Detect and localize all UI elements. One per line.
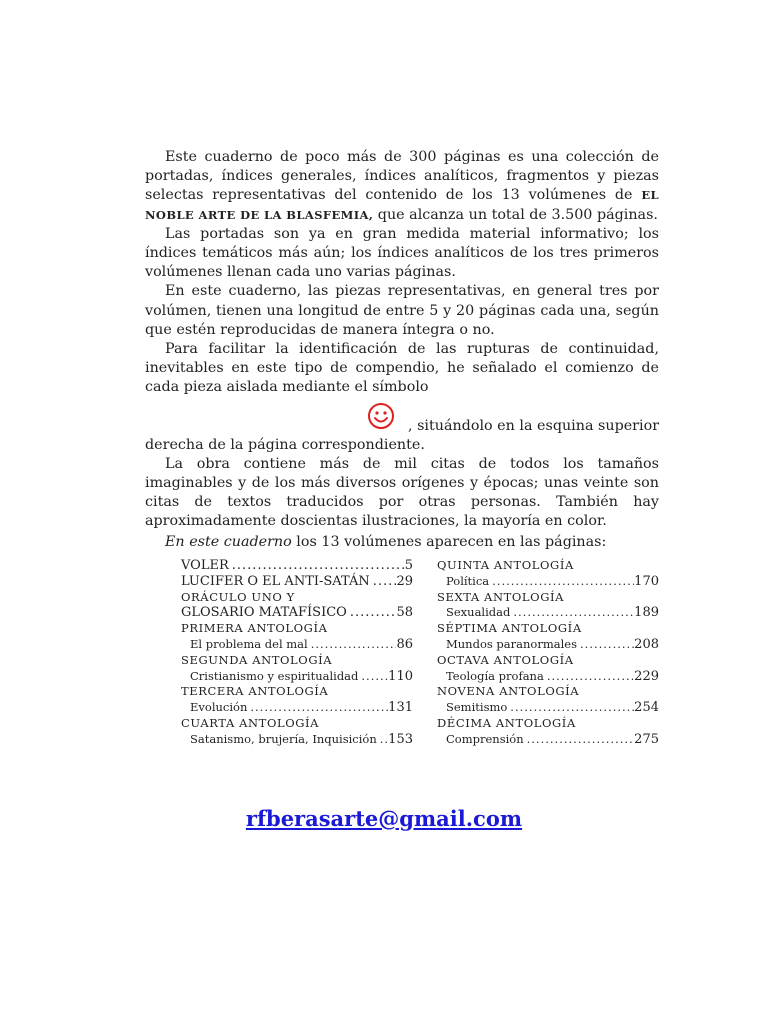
paragraph-intro-text: Este cuaderno de poco más de 300 páginas es una colección de portadas, índices generales, índices analíticos, fragmentos y piezas selectas representativas del contenido de los 13 volúmenes de (145, 149, 659, 204)
toc-leader-dots (507, 700, 634, 716)
paragraph-pieces: En este cuaderno, las piezas representativas, en general tres por volúmen, tienen una longitud de entre 5 y 20 páginas cada una, según que estén reproducidas de manera íntegra o no. (145, 283, 659, 338)
toc-entry (437, 637, 659, 653)
work-title: EL NOBLE ARTE DE LA BLASFEMIA, (145, 188, 659, 222)
toc-leader-dots (377, 732, 388, 748)
toc-leader-dots (247, 700, 388, 716)
toc-leader-dots (347, 605, 397, 621)
toc-page-number: 58 (396, 605, 413, 621)
toc-entry (181, 574, 413, 590)
symbol-row (145, 398, 659, 436)
toc-leader-dots (229, 558, 405, 574)
paragraph-intro (145, 148, 659, 225)
toc-entry-label: Satanismo, brujería, Inquisición (190, 731, 377, 746)
toc-entry (181, 732, 413, 748)
toc-entry-label: GLOSARIO MATAFÍSICO (181, 605, 347, 621)
toc-entry-label: Cristianismo y espiritualidad (190, 668, 359, 683)
symbol-location-text: , situándolo en la esquina superior (408, 417, 660, 434)
smiley-face-icon (367, 402, 395, 430)
toc-entry-label: Semitismo (446, 700, 508, 715)
toc-entry-label: Mundos paranormales (446, 636, 577, 651)
toc-entry-label: Comprensión (446, 731, 524, 746)
toc-leader-dots (489, 574, 634, 590)
toc-page-number: 86 (396, 636, 413, 652)
toc-page-number: 275 (634, 731, 659, 747)
toc-heading: SEGUNDA ANTOLOGÍA (181, 652, 333, 667)
toc-heading: PRIMERA ANTOLOGÍA (181, 621, 328, 636)
toc-leader-dots (308, 637, 397, 653)
toc-leader-dots (370, 574, 397, 590)
toc-heading: ORÁCULO UNO Y (181, 589, 295, 604)
toc-page-number: 170 (634, 573, 659, 589)
paragraph-intro-end: que alcanza un total de 3.500 páginas. (373, 206, 658, 223)
toc-heading: NOVENA ANTOLOGÍA (437, 684, 580, 699)
toc-entry-label: LUCIFER O EL ANTI-SATÁN (181, 573, 370, 589)
toc-intro-italic: En este cuaderno (165, 533, 292, 550)
toc-leader-dots (577, 637, 634, 653)
toc-left-column (181, 558, 413, 748)
toc-heading: TERCERA ANTOLOGÍA (181, 684, 329, 699)
email-link[interactable]: rfberasarte@gmail.com (245, 806, 523, 831)
toc-page-number: 131 (388, 700, 413, 716)
toc-entry (181, 669, 413, 685)
toc-entry-label: VOLER (181, 558, 229, 573)
toc-entry (181, 558, 413, 574)
toc-right-column (437, 558, 659, 748)
toc-entry-label: Sexualidad (446, 605, 511, 620)
toc-heading: DÉCIMA ANTOLOGÍA (437, 715, 576, 730)
paragraph-covers: Las portadas son ya en gran medida material informativo; los índices temáticos más aún; los índices analíticos de los tres primeros volúmenes llenan cada uno varias páginas. (145, 225, 659, 281)
toc-entry-label: Evolución (190, 700, 248, 715)
toc-page-number: 110 (388, 668, 413, 684)
toc-page-number: 29 (396, 573, 413, 589)
paragraph-symbol-end: derecha de la página correspondiente. (145, 436, 425, 453)
toc-heading: QUINTA ANTOLOGÍA (437, 558, 574, 572)
toc-entry (181, 700, 413, 716)
toc-heading: CUARTA ANTOLOGÍA (181, 715, 320, 730)
toc-entry (437, 605, 659, 621)
toc-entry (437, 700, 659, 716)
toc-entry (437, 574, 659, 590)
toc-heading: OCTAVA ANTOLOGÍA (437, 652, 574, 667)
toc-entry (437, 669, 659, 685)
toc-entry (181, 605, 413, 621)
toc-leader-dots (524, 732, 635, 748)
toc-leader-dots (510, 605, 634, 621)
paragraph-symbol: Para facilitar la identificación de las rupturas de continuidad, inevitables en este tipo de compendio, he señalado el comienzo de cada pieza aislada mediante el símbolo (145, 341, 659, 396)
toc-intro (165, 533, 659, 552)
toc-intro-text: los 13 volúmenes aparecen en las páginas: (291, 533, 607, 550)
toc-page-number: 153 (388, 731, 413, 747)
toc-entry (181, 637, 413, 653)
toc-page-number: 229 (634, 668, 659, 684)
toc-page-number: 254 (634, 700, 659, 716)
document-body (145, 148, 660, 747)
toc-entry (437, 732, 659, 748)
toc-page-number: 189 (634, 605, 659, 621)
toc-page-number: 208 (634, 636, 659, 652)
toc-heading: SEXTA ANTOLOGÍA (437, 589, 565, 604)
toc-entry-label: El problema del mal (190, 636, 308, 651)
paragraph-citations: La obra contiene más de mil citas de todos los tamaños imaginables y de los más diversos orígenes y épocas; unas veinte son citas de textos traducidos por otras personas. También hay aproximadamente doscientas ilustraciones, la mayoría en color. (145, 455, 659, 530)
toc-page-number: 5 (404, 558, 413, 573)
toc-leader-dots (544, 669, 634, 685)
email-link-container (0, 806, 768, 831)
toc-entry-label: Política (446, 573, 490, 588)
toc-entry-label: Teología profana (446, 668, 544, 683)
toc-heading: SÉPTIMA ANTOLOGÍA (437, 621, 582, 636)
toc-leader-dots (358, 669, 388, 685)
